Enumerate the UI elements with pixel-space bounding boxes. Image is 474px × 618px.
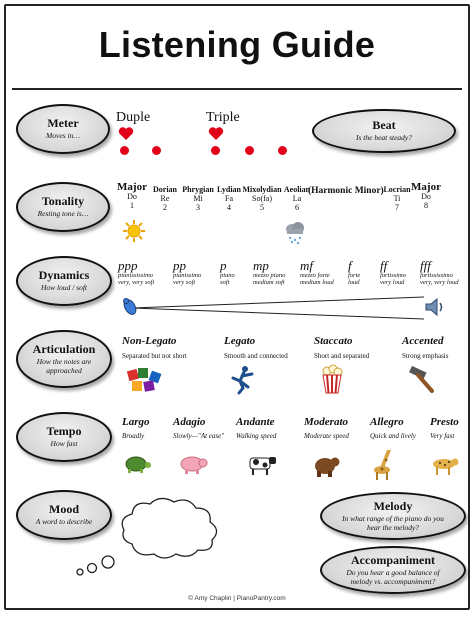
major-right-label: Major bbox=[411, 181, 441, 193]
triple-label: Triple bbox=[206, 110, 240, 125]
dynamic-desc: very soft bbox=[173, 279, 196, 286]
mood-sub: A word to describe bbox=[35, 517, 93, 527]
mode-number: 4 bbox=[227, 203, 231, 212]
dynamic-mp bbox=[253, 259, 285, 286]
tempo-oval bbox=[16, 412, 112, 462]
tempo-desc: Moderate speed bbox=[304, 432, 349, 440]
tempo-allegro bbox=[370, 416, 416, 440]
articulation-term: Non-Legato bbox=[122, 335, 177, 347]
beat-sub: Is the beat steady? bbox=[355, 133, 413, 143]
articulation-label: Articulation bbox=[32, 342, 96, 356]
tempo-desc: Quick and lively bbox=[370, 432, 416, 440]
footer-credit: © Amy Chaplin | PianoPantry.com bbox=[188, 595, 286, 602]
melody-sub: In what range of the piano do you hear the melody? bbox=[342, 514, 444, 532]
articulation-legato bbox=[224, 335, 288, 360]
mode-name: Mixolydian bbox=[242, 185, 282, 194]
dynamic-desc: very, very loud bbox=[420, 279, 459, 286]
heart-icon bbox=[118, 126, 134, 146]
mode-syllable: Ti bbox=[393, 194, 401, 203]
dynamic-mark: ff bbox=[380, 258, 388, 273]
tonality-mode-lydian bbox=[216, 185, 242, 212]
mode-syllable: Mi bbox=[193, 194, 203, 203]
mode-number: 5 bbox=[260, 203, 264, 212]
tempo-term: Andante bbox=[236, 416, 275, 428]
mode-number: 2 bbox=[163, 203, 167, 212]
dynamics-sub: How loud / soft bbox=[40, 283, 88, 293]
mode-name: Phrygian bbox=[182, 185, 214, 194]
cheetah-icon bbox=[430, 454, 460, 481]
tempo-term: Adagio bbox=[173, 416, 206, 428]
tempo-moderato bbox=[304, 416, 349, 440]
mode-name: Locrian bbox=[383, 185, 411, 194]
meter-label: Meter bbox=[47, 116, 79, 131]
duple-label: Duple bbox=[116, 110, 151, 125]
cow-icon bbox=[246, 453, 278, 482]
accompaniment-label: Accompaniment bbox=[351, 553, 435, 567]
dynamic-fff bbox=[420, 259, 458, 286]
tonality-major-left bbox=[114, 183, 150, 210]
tempo-adagio bbox=[173, 416, 224, 440]
articulation-staccato bbox=[314, 335, 369, 360]
crescendo-hairpin-icon bbox=[118, 292, 454, 329]
mouse-icon bbox=[120, 296, 140, 323]
tonality-mode-phrygian bbox=[180, 185, 216, 212]
dynamic-desc: forte bbox=[348, 272, 361, 279]
thought-cloud-icon bbox=[62, 492, 242, 581]
tempo-term: Presto bbox=[430, 416, 459, 428]
dynamic-desc: fortissimo bbox=[380, 272, 407, 279]
mode-syllable: So(fa) bbox=[252, 194, 272, 203]
articulation-desc: Short and separated bbox=[314, 352, 370, 360]
mode-number: 6 bbox=[295, 203, 299, 212]
tempo-desc: Walking speed bbox=[236, 432, 277, 440]
hammer-icon bbox=[408, 366, 438, 399]
beat-dot bbox=[152, 146, 161, 155]
articulation-accented bbox=[402, 335, 448, 360]
dynamics-oval bbox=[16, 256, 112, 306]
dynamic-p bbox=[220, 259, 235, 286]
dynamic-desc: mezzo piano bbox=[253, 272, 286, 279]
tempo-desc: Slowly—"At ease" bbox=[173, 432, 225, 440]
tonality-label: Tonality bbox=[41, 194, 85, 209]
mode-syllable: Fa bbox=[225, 194, 233, 203]
beat-dot bbox=[120, 146, 129, 155]
dynamic-pp bbox=[173, 259, 201, 286]
listening-guide-page bbox=[4, 4, 470, 610]
tonality-oval bbox=[16, 182, 110, 232]
sun-icon bbox=[122, 219, 146, 248]
articulation-term: Staccato bbox=[314, 335, 353, 347]
dynamic-mark: mp bbox=[253, 258, 269, 273]
major-right-syllable: Do bbox=[421, 192, 431, 201]
title-divider bbox=[12, 88, 462, 90]
mode-syllable: La bbox=[292, 194, 302, 203]
dynamic-mark: ppp bbox=[118, 258, 138, 273]
dynamic-mark: f bbox=[348, 258, 352, 273]
dynamics-label: Dynamics bbox=[38, 268, 90, 283]
beat-oval bbox=[312, 109, 456, 153]
tonality-major-right bbox=[408, 183, 444, 210]
tempo-andante bbox=[236, 416, 276, 440]
accompaniment-sub: Do you hear a good balance of melody vs. accompaniment? bbox=[346, 568, 440, 586]
melody-oval bbox=[320, 492, 466, 540]
dynamic-ff bbox=[380, 259, 406, 286]
turtle-icon bbox=[122, 454, 152, 479]
tempo-desc: Very fast bbox=[430, 432, 455, 440]
dynamic-desc: medium loud bbox=[300, 279, 334, 286]
mode-name: Dorian bbox=[153, 185, 177, 194]
major-right-number: 8 bbox=[424, 201, 428, 210]
puzzle-pieces-icon bbox=[126, 366, 164, 399]
dynamic-desc: loud bbox=[348, 279, 360, 286]
articulation-non-legato bbox=[122, 335, 187, 360]
mode-number: 3 bbox=[196, 203, 200, 212]
dynamic-desc: soft bbox=[220, 279, 230, 286]
rain-cloud-icon bbox=[284, 220, 306, 249]
dynamic-ppp bbox=[118, 259, 154, 286]
major-left-syllable: Do bbox=[127, 192, 137, 201]
tempo-sub: How fast bbox=[50, 439, 78, 449]
dynamic-desc: very, very soft bbox=[118, 279, 155, 286]
speaker-icon bbox=[424, 296, 446, 323]
ice-skater-icon bbox=[230, 365, 256, 400]
tempo-largo bbox=[122, 416, 150, 440]
articulation-desc: Smooth and connected bbox=[224, 352, 288, 360]
dynamic-desc: pianississimo bbox=[118, 272, 154, 279]
popcorn-icon bbox=[320, 364, 344, 399]
dynamic-desc: pianissimo bbox=[173, 272, 202, 279]
tempo-term: Moderato bbox=[304, 416, 348, 428]
articulation-term: Accented bbox=[402, 335, 444, 347]
bear-icon bbox=[312, 452, 340, 483]
mode-name: Lydian bbox=[216, 185, 241, 194]
articulation-desc: Strong emphasis bbox=[402, 352, 449, 360]
mood-label: Mood bbox=[49, 502, 79, 517]
tonality-mode-mixolydian bbox=[242, 185, 282, 212]
melody-label: Melody bbox=[373, 499, 413, 513]
heart-icon bbox=[208, 126, 224, 146]
dynamic-mark: mf bbox=[300, 258, 313, 273]
major-left-number: 1 bbox=[130, 201, 134, 210]
accompaniment-oval bbox=[320, 546, 466, 594]
major-left-label: Major bbox=[117, 181, 147, 193]
dynamic-desc: medium soft bbox=[253, 279, 285, 286]
dynamic-mf bbox=[300, 259, 334, 286]
articulation-sub: How the notes are approached bbox=[36, 357, 92, 375]
harmonic-minor-label: (Harmonic Minor) bbox=[308, 186, 384, 196]
giraffe-icon bbox=[372, 446, 396, 485]
tempo-term: Allegro bbox=[370, 416, 404, 428]
tempo-label: Tempo bbox=[46, 424, 82, 439]
dynamic-f bbox=[348, 259, 360, 286]
dynamic-desc: fortississimo bbox=[420, 272, 453, 279]
beat-dot bbox=[245, 146, 254, 155]
dynamic-mark: p bbox=[220, 258, 227, 273]
dynamic-mark: pp bbox=[173, 258, 186, 273]
tempo-term: Largo bbox=[122, 416, 150, 428]
beat-dot bbox=[211, 146, 220, 155]
tonality-sub: Resting tone is… bbox=[37, 209, 89, 219]
meter-sub: Moves in… bbox=[46, 131, 80, 141]
tempo-presto bbox=[430, 416, 459, 440]
mode-number: 7 bbox=[395, 203, 399, 212]
beat-label: Beat bbox=[372, 118, 396, 133]
articulation-oval bbox=[16, 330, 112, 388]
dynamic-mark: fff bbox=[420, 258, 431, 273]
dynamic-desc: piano bbox=[220, 272, 235, 279]
dynamic-desc: very loud bbox=[380, 279, 405, 286]
mode-syllable: Re bbox=[160, 194, 170, 203]
mode-name: Aeolian bbox=[283, 185, 311, 194]
tempo-desc: Broadly bbox=[122, 432, 145, 440]
dynamic-desc: mezzo forte bbox=[300, 272, 330, 279]
pig-icon bbox=[178, 453, 208, 480]
beat-dot bbox=[278, 146, 287, 155]
tonality-mode-dorian bbox=[150, 185, 180, 212]
articulation-desc: Separated but not short bbox=[122, 352, 187, 360]
meter-oval bbox=[16, 104, 110, 154]
page-title: Listening Guide bbox=[98, 24, 376, 65]
articulation-term: Legato bbox=[224, 335, 256, 347]
